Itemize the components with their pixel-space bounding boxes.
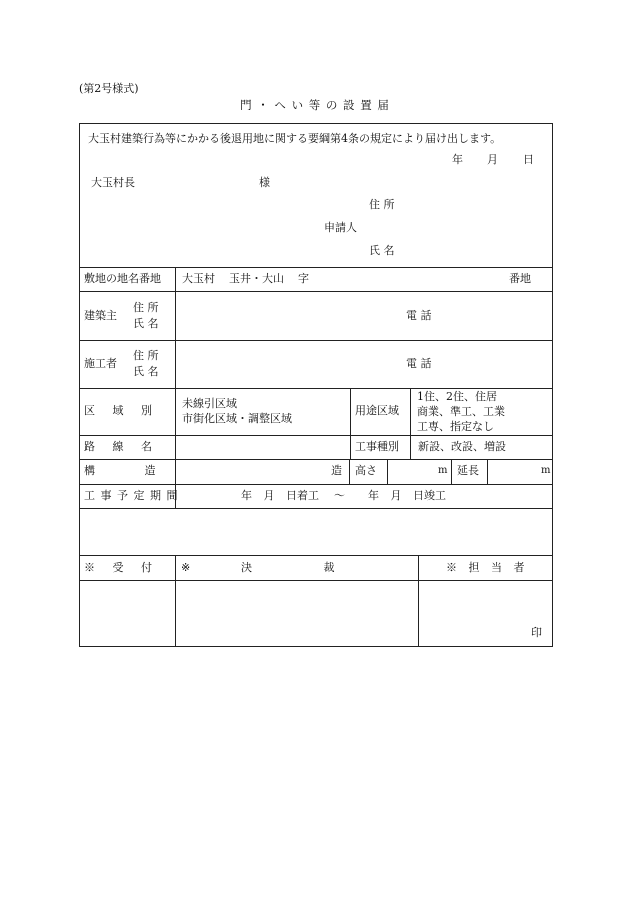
date-day: 日 (523, 153, 534, 166)
receipt-label: ※ 受 付 (84, 561, 152, 574)
road-label: 路 線 名 (84, 440, 152, 453)
date-year: 年 (452, 153, 463, 166)
length-label: 延長 (457, 464, 479, 477)
use-zone-option-1: 1住、2住、住居 (417, 390, 497, 403)
work-type-label: 工事種別 (355, 440, 399, 453)
height-unit: m (438, 465, 448, 476)
addressee: 大玉村長 (91, 176, 135, 189)
statement-text: 大玉村建築行為等にかかる後退用地に関する要綱第4条の規定により届け出します。 (88, 132, 502, 145)
site-banchi: 番地 (509, 272, 531, 285)
owner-name-label: 氏 名 (133, 317, 159, 330)
use-zone-option-3: 工専、指定なし (417, 420, 494, 433)
form-title: 門 ・ へ い 等 の 設 置 届 (240, 98, 390, 112)
zone-option-2: 市街化区域・調整区域 (182, 412, 292, 425)
length-unit: m (541, 465, 551, 476)
decision-mark: ※ (181, 561, 191, 574)
date-month: 月 (487, 153, 498, 166)
schedule-start: 年 月 日着工 (241, 489, 319, 502)
decision-label: 決 裁 (241, 561, 335, 574)
owner-address-label: 住 所 (133, 301, 159, 314)
zone-option-1: 未線引区域 (182, 397, 237, 410)
site-village: 大玉村 (182, 272, 215, 285)
builder-phone-label: 電 話 (406, 357, 432, 370)
site-label: 敷地の地名番地 (84, 272, 161, 285)
schedule-label: 工 事 予 定 期 間 (84, 489, 179, 502)
zone-label: 区 域 別 (84, 404, 152, 417)
applicant-label: 申請人 (324, 221, 357, 234)
owner-phone-label: 電 話 (406, 309, 432, 322)
schedule-end: 年 月 日竣工 (368, 489, 446, 502)
work-type-options: 新設、改設、増設 (418, 440, 506, 453)
applicant-address-label: 住 所 (369, 198, 395, 211)
site-aza: 字 (298, 272, 309, 285)
form-number: (第2号様式) (79, 82, 139, 95)
height-label: 高さ (355, 464, 377, 477)
applicant-name-label: 氏 名 (369, 244, 395, 257)
staff-label: ※ 担 当 者 (446, 561, 525, 574)
schedule-separator: ～ (334, 489, 345, 502)
builder-address-label: 住 所 (133, 349, 159, 362)
structure-suffix: 造 (331, 464, 342, 477)
structure-label: 構 造 (84, 464, 156, 477)
builder-name-label: 氏 名 (133, 365, 159, 378)
honorific: 様 (259, 176, 270, 189)
use-zone-option-2: 商業、準工、工業 (417, 405, 505, 418)
seal-mark: 印 (531, 626, 542, 639)
builder-label: 施工者 (84, 357, 117, 370)
use-zone-label: 用途区域 (355, 404, 399, 417)
owner-label: 建築主 (84, 309, 117, 322)
site-area: 玉井・大山 (229, 272, 284, 285)
